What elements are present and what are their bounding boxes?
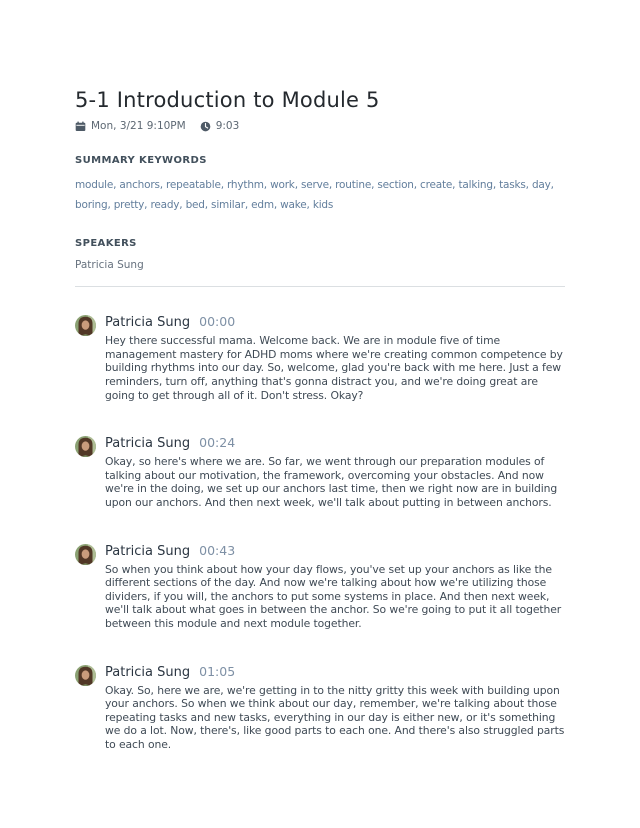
transcript-speaker: Patricia Sung	[105, 315, 191, 331]
summary-keywords-text: module, anchors, repeatable, rhythm, work, serve, routine, section, create, talking, tasks, day, boring, pretty, ready, bed, similar, edm, wake, kids	[75, 179, 554, 212]
transcript-text: Okay. So, here we are, we're getting in to the nitty gritty this week with building upon your anchors. So when we think about our day, remember, we're talking about those repeating tasks and new tasks, everything in our day is either new, or it's something we do a lot. Now, there's, like good parts to each one. And there's also struggled parts to each one.	[105, 683, 565, 751]
transcript-entry	[75, 314, 565, 402]
page-title: 5-1 Introduction to Module 5	[75, 88, 380, 112]
transcript-entry	[75, 435, 565, 509]
transcript-speaker: Patricia Sung	[105, 436, 191, 452]
summary-keywords-heading: SUMMARY KEYWORDS	[75, 155, 207, 167]
transcript-timestamp: 01:05	[199, 663, 236, 679]
transcript-entry	[75, 664, 565, 752]
divider	[75, 286, 565, 287]
transcript-timestamp: 00:43	[199, 542, 236, 558]
transcript-timestamp: 00:00	[199, 314, 236, 330]
speaker-avatar	[75, 544, 96, 565]
speaker-avatar	[75, 315, 96, 336]
speaker-avatar	[75, 436, 96, 457]
transcript-entry	[75, 543, 565, 631]
clock-icon	[200, 121, 211, 132]
transcript-text: Hey there successful mama. Welcome back. We are in module five of time management mastery for ADHD moms where we're creating common competence by building rhythms into our day. So, welcome, glad you're back with me here. Just a few reminders, turn off, anything that's gonna distract you, and we're doing great are going to get through all of it. Don't stress. Okay?	[105, 334, 563, 402]
transcript-speaker: Patricia Sung	[105, 664, 191, 680]
transcript-timestamp: 00:24	[199, 435, 236, 451]
transcript-text: Okay, so here's where we are. So far, we went through our preparation modules of talking about our motivation, the framework, overcoming your obstacles. And now we're in the doing, we set up our anchors last time, then we right now are in building upon our anchors. And then next week, we'll talk about putting in between anchors.	[105, 455, 558, 509]
meta-date: Mon, 3/21 9:10PM	[91, 120, 186, 133]
calendar-icon	[75, 121, 86, 132]
transcript-text: So when you think about how your day flows, you've set up your anchors as like the different sections of the day. And now we're talking about how we're utilizing those dividers, if you will, the anchors to put some systems in place. And then next week, we'll talk about what goes in between the anchor. So we're going to put it all together between this module and next module together.	[105, 562, 562, 630]
speaker-avatar	[75, 665, 96, 686]
transcript-list	[75, 314, 565, 751]
transcript-speaker: Patricia Sung	[105, 543, 191, 559]
speaker-name-list: Patricia Sung	[75, 259, 144, 272]
meta-duration: 9:03	[215, 120, 240, 133]
meta-row	[75, 120, 565, 132]
speakers-heading: SPEAKERS	[75, 238, 137, 250]
